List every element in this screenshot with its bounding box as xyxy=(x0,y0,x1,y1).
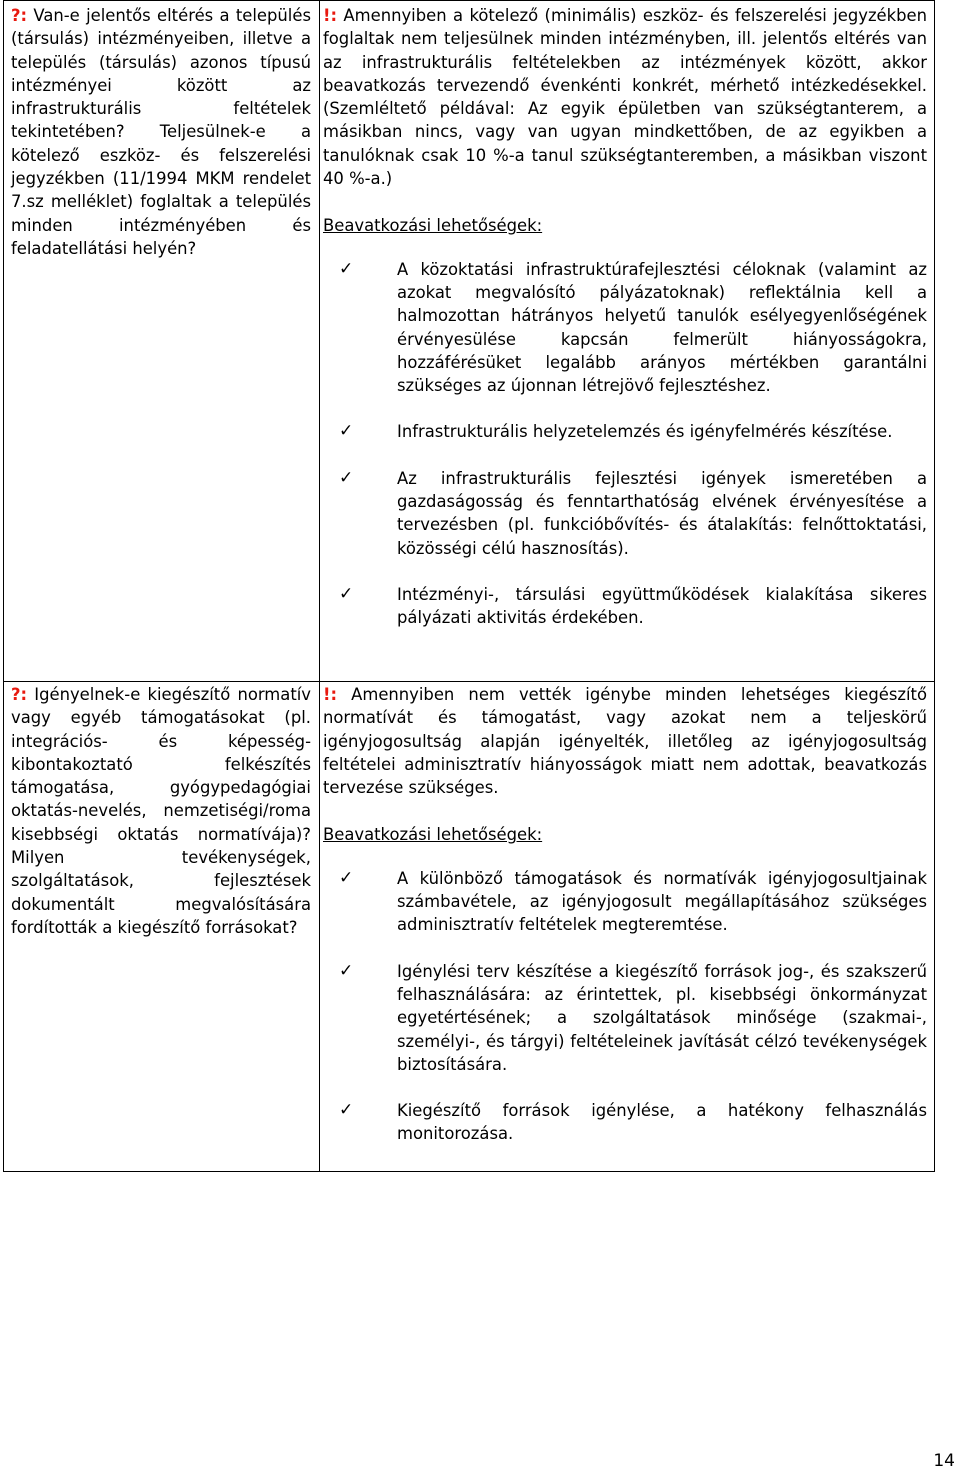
question-cell-1 xyxy=(11,4,311,260)
answer-label: !: xyxy=(323,685,338,704)
list-item: ✓ Intézményi-, társulási együttműködések kialakítása sikeres pályázati aktivitás érdekében. xyxy=(339,583,927,628)
answer-text: Amennyiben a kötelező (minimális) eszköz- és felszerelési jegyzékben foglaltak nem teljesülnek minden intézményben, ill. jelentős eltérés van az infrastrukturális feltételekben az intézmények között, akkor beavatkozás tervezendő évenkénti konkrét, mérhető intézkedésekkel. (Szemléltető példával: Az egyik épületben van szükségtanterem, a másikban nincs, vagy van ugyan mindkettőben, de az egyikben a tanulóknak csak 10 %-a tanul szükségtanteremben, a másikban viszont 40 %-a.) xyxy=(323,6,927,189)
answer-paragraph xyxy=(323,4,927,190)
intervention-list xyxy=(323,258,927,630)
list-item: ✓ Kiegészítő források igénylése, a hatékony felhasználás monitorozása. xyxy=(339,1100,927,1144)
check-mark-icon: ✓ xyxy=(339,421,354,442)
answer-text: Amennyiben nem vették igénybe minden lehetséges kiegészítő normatívát és támogatást, vagy azokat nem a teljeskörű igényjogosultság alapján igényelték, illetőleg az igényjogosultság feltételei adminisztratív hiányosságok miatt nem adottak, beavatkozás tervezése szükséges. xyxy=(323,685,927,798)
answer-cell-2 xyxy=(323,683,927,1146)
question-label: ?: xyxy=(11,685,28,704)
answer-label: !: xyxy=(323,6,338,25)
intervention-heading: Beavatkozási lehetőségek: xyxy=(323,825,543,845)
row-divider xyxy=(4,681,934,682)
list-item: ✓ A közoktatási infrastruktúrafejlesztési céloknak (valamint az azokat megvalósító pályázatoknak) reflektálnia kell a halmozottan hátrányos helyetű tanulók esélyegyenlőségének érvényesülése kapcsán felmerült hiányosságokra, hozzáférésüket legalább arányos mértékben garantálni szükséges az újonnan létrejövő fejlesztéshez. xyxy=(339,258,927,396)
page-number: 14 xyxy=(933,1451,955,1471)
answer-paragraph xyxy=(323,683,927,799)
question-label: ?: xyxy=(11,6,28,25)
intervention-heading: Beavatkozási lehetőségek: xyxy=(323,216,543,236)
intervention-list xyxy=(323,867,927,1146)
question-cell-2 xyxy=(11,683,311,939)
list-item: ✓ Infrastrukturális helyzetelemzés és igényfelmérés készítése. xyxy=(323,420,927,443)
check-mark-icon: ✓ xyxy=(339,467,354,488)
question-text: Van-e jelentős eltérés a település (társulás) intézményeiben, illetve a település (társulás) azonos típusú intézményei között az infrastrukturális feltételek tekintetében? Teljesülnek-e a kötelező eszköz- és felszerelési jegyzékben (11/1994 MKM rendelet 7.sz melléklet) foglaltak a település minden intézményében és feladatellátási helyén? xyxy=(11,6,311,258)
column-divider xyxy=(319,1,320,1171)
question-text: Igényelnek-e kiegészítő normatív vagy egyéb támogatásokat (pl. integrációs- és képesség- kibontakoztató felkészítés támogatása, gyógypedagógiai oktatás-nevelés, nemzetiségi/roma kisebbségi oktatás normatívája)? Milyen tevékenységek, szolgáltatások, fejlesztések dokumentált megvalósítására fordították a kiegészítő forrásokat? xyxy=(11,685,311,937)
content-table xyxy=(3,0,935,1172)
check-mark-icon: ✓ xyxy=(339,583,354,604)
check-mark-icon: ✓ xyxy=(339,960,354,981)
list-item: ✓ Igénylési terv készítése a kiegészítő források jog-, és szakszerű felhasználására: az érintettek, pl. kisebbségi önkormányzat egyetértésének; a szolgáltatások minősége (szakmai-, személyi-, és tárgyi) feltételeinek javítását célzó tevékenységek biztosítására. xyxy=(339,960,927,1074)
list-item: ✓ A különböző támogatások és normatívák igényjogosultjainak számbavétele, az igényjogosult megállapításához szükséges adminisztratív feltételek megteremtése. xyxy=(339,867,927,935)
answer-cell-1 xyxy=(323,4,927,630)
check-mark-icon: ✓ xyxy=(339,1100,354,1121)
check-mark-icon: ✓ xyxy=(339,258,354,279)
list-item: ✓ Az infrastrukturális fejlesztési igények ismeretében a gazdaságosság és fenntarthatóság elvének érvényesítése a tervezésben (pl. funkcióbővítés- és átalakítás: felnőttoktatási, közösségi célú hasznosítás). xyxy=(339,467,927,558)
check-mark-icon: ✓ xyxy=(339,867,354,888)
